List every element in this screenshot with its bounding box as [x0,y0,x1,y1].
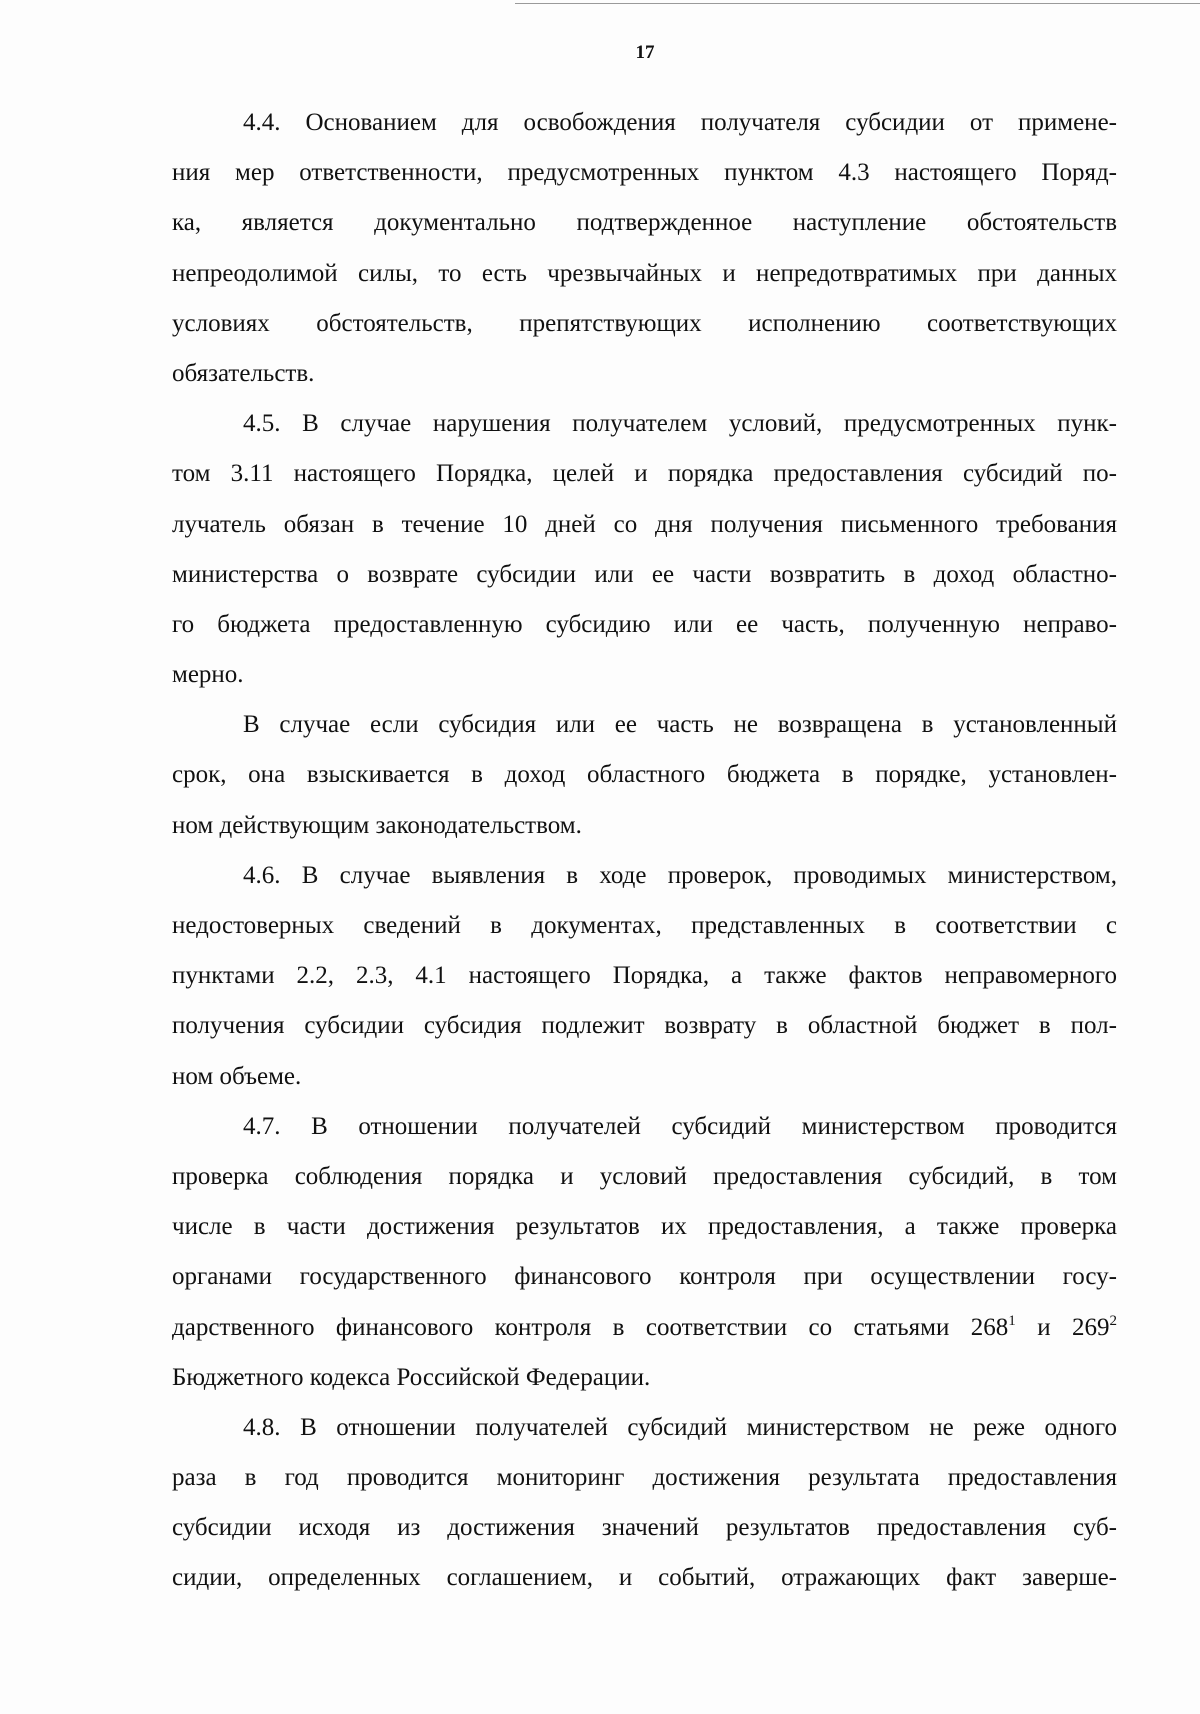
top-border-line [515,3,1200,4]
text-line: раза в год проводится мониторинг достижения результата предоставления [172,1464,1117,1492]
text-line: го бюджета предоставленную субсидию или ее часть, полученную неправо- [172,610,1117,638]
text-line: лучатель обязан в течение 10 дней со дня получения письменного требования [172,510,1117,538]
text-line: условиях обстоятельств, препятствующих исполнению соответствующих [172,309,1117,337]
text-line: мерно. [172,661,244,689]
text-line: ном объеме. [172,1062,302,1090]
text-line: пунктами 2.2, 2.3, 4.1 настоящего Порядка, а также фактов неправомерного [172,962,1117,990]
text-line: числе в части достижения результатов их предоставления, а также проверка [172,1213,1117,1241]
paragraph-4-7 [172,1102,1117,1403]
page-number: 17 [635,42,655,63]
paragraph-refund-deadline [172,700,1117,851]
text-line: непреодолимой силы, то есть чрезвычайных и непредотвратимых при данных [172,259,1117,287]
superscript: 1 [1008,1312,1016,1329]
text-line: срок, она взыскивается в доход областного бюджета в порядке, установлен- [172,761,1117,789]
paragraph-4-6 [172,851,1117,1102]
paragraph-4-4 [172,98,1117,399]
superscript: 2 [1109,1312,1117,1329]
text-line: министерства о возврате субсидии или ее части возвратить в доход областно- [172,560,1117,588]
text-line: 4.8. В отношении получателей субсидий министерством не реже одного [243,1413,1117,1441]
text-line: получения субсидии субсидия подлежит возврату в областной бюджет в пол- [172,1012,1117,1040]
text-line: обязательств. [172,359,315,387]
text-line: 4.5. В случае нарушения получателем условий, предусмотренных пунк- [243,410,1117,438]
text-line: 4.6. В случае выявления в ходе проверок, проводимых министерством, [243,861,1117,889]
text-line-with-superscripts [172,1303,1117,1353]
text-line: сидии, определенных соглашением, и событий, отражающих факт заверше- [172,1564,1117,1592]
text-fragment: дарственного финансового контроля в соответствии со статьями 268 [172,1313,1009,1341]
text-line: ном действующим законодательством. [172,811,582,839]
text-line: ния мер ответственности, предусмотренных пунктом 4.3 настоящего Поряд- [172,159,1117,187]
text-fragment: и 269 [1015,1313,1110,1341]
document-body [172,98,1117,1604]
text-line: 4.4. Основанием для освобождения получателя субсидии от примене- [243,109,1117,136]
text-line: 4.7. В отношении получателей субсидий министерством проводится [243,1112,1117,1140]
text-line: субсидии исходя из достижения значений результатов предоставления суб- [172,1514,1117,1542]
paragraph-4-8 [172,1403,1117,1604]
text-line: том 3.11 настоящего Порядка, целей и порядка предоставления субсидий по- [172,460,1117,488]
text-line: ка, является документально подтвержденное наступление обстоятельств [172,209,1117,237]
text-line: Бюджетного кодекса Российской Федерации. [172,1363,651,1391]
text-line: недостоверных сведений в документах, представленных в соответствии с [172,912,1117,939]
text-line: проверка соблюдения порядка и условий предоставления субсидий, в том [172,1162,1117,1190]
text-line: органами государственного финансового контроля при осуществлении госу- [172,1263,1117,1291]
text-line: В случае если субсидия или ее часть не возвращена в установленный [243,711,1117,739]
paragraph-4-5 [172,399,1117,700]
